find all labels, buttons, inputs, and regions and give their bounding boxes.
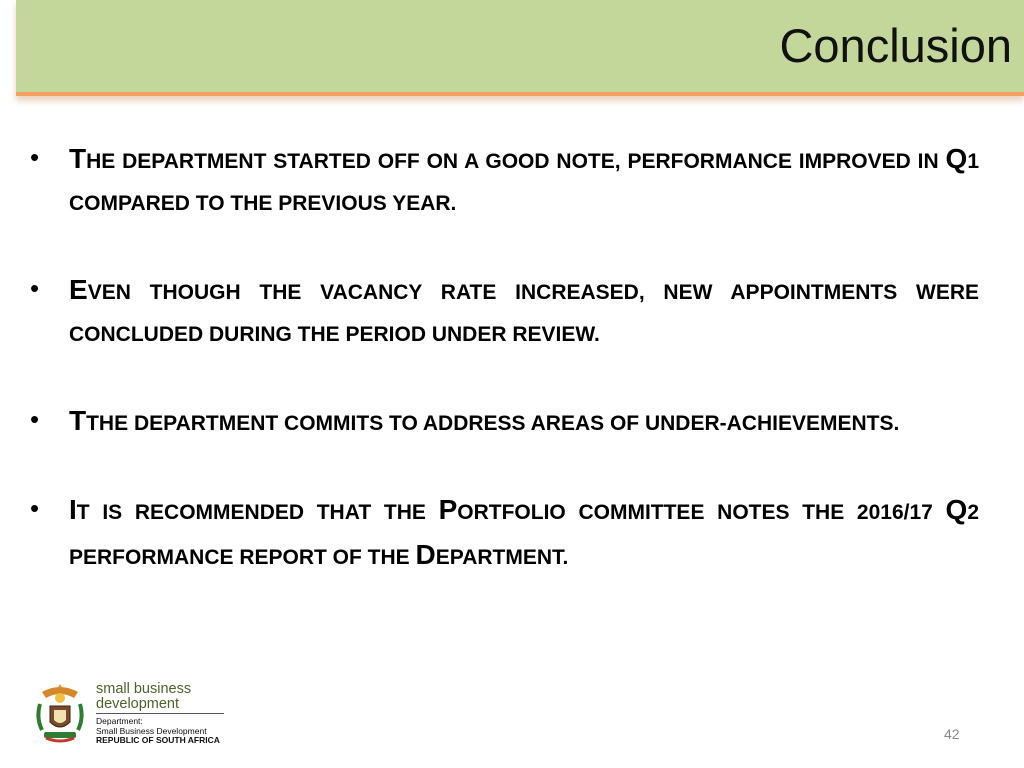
bullet-list [30,138,979,623]
bullet-text: IT IS RECOMMENDED THAT THE PORTFOLIO COMMITTEE NOTES THE 2016/17 Q2 PERFORMANCE REPORT OF THE DEPARTMENT. [69,494,979,570]
bullet-text: TTHE DEPARTMENT COMMITS TO ADDRESS AREAS OF UNDER-ACHIEVEMENTS. [69,405,900,436]
bullet-item [30,400,979,445]
coat-of-arms-icon [32,682,88,746]
bullet-text: THE DEPARTMENT STARTED OFF ON A GOOD NOTE, PERFORMANCE IMPROVED IN Q1 COMPARED TO THE PREVIOUS YEAR. [69,143,979,215]
page-number: 42 [944,726,960,742]
department-text: Department: Small Business Development REPUBLIC OF SOUTH AFRICA [96,716,220,745]
bullet-dot-icon: • [30,493,40,523]
bullet-text: EVEN THOUGH THE VACANCY RATE INCREASED, NEW APPOINTMENTS WERE CONCLUDED DURING THE PERIOD UNDER REVIEW. [69,274,979,346]
brand-divider [96,713,224,714]
bullet-item [30,489,979,579]
title-bar [16,0,1024,96]
slide-title: Conclusion [779,19,1012,72]
bullet-item [30,138,979,225]
bullet-dot-icon: • [30,404,40,434]
brand-name: small business development [96,681,192,712]
bullet-dot-icon: • [30,142,40,172]
bullet-item [30,269,979,356]
bullet-dot-icon: • [30,273,40,303]
department-logo [32,682,232,746]
